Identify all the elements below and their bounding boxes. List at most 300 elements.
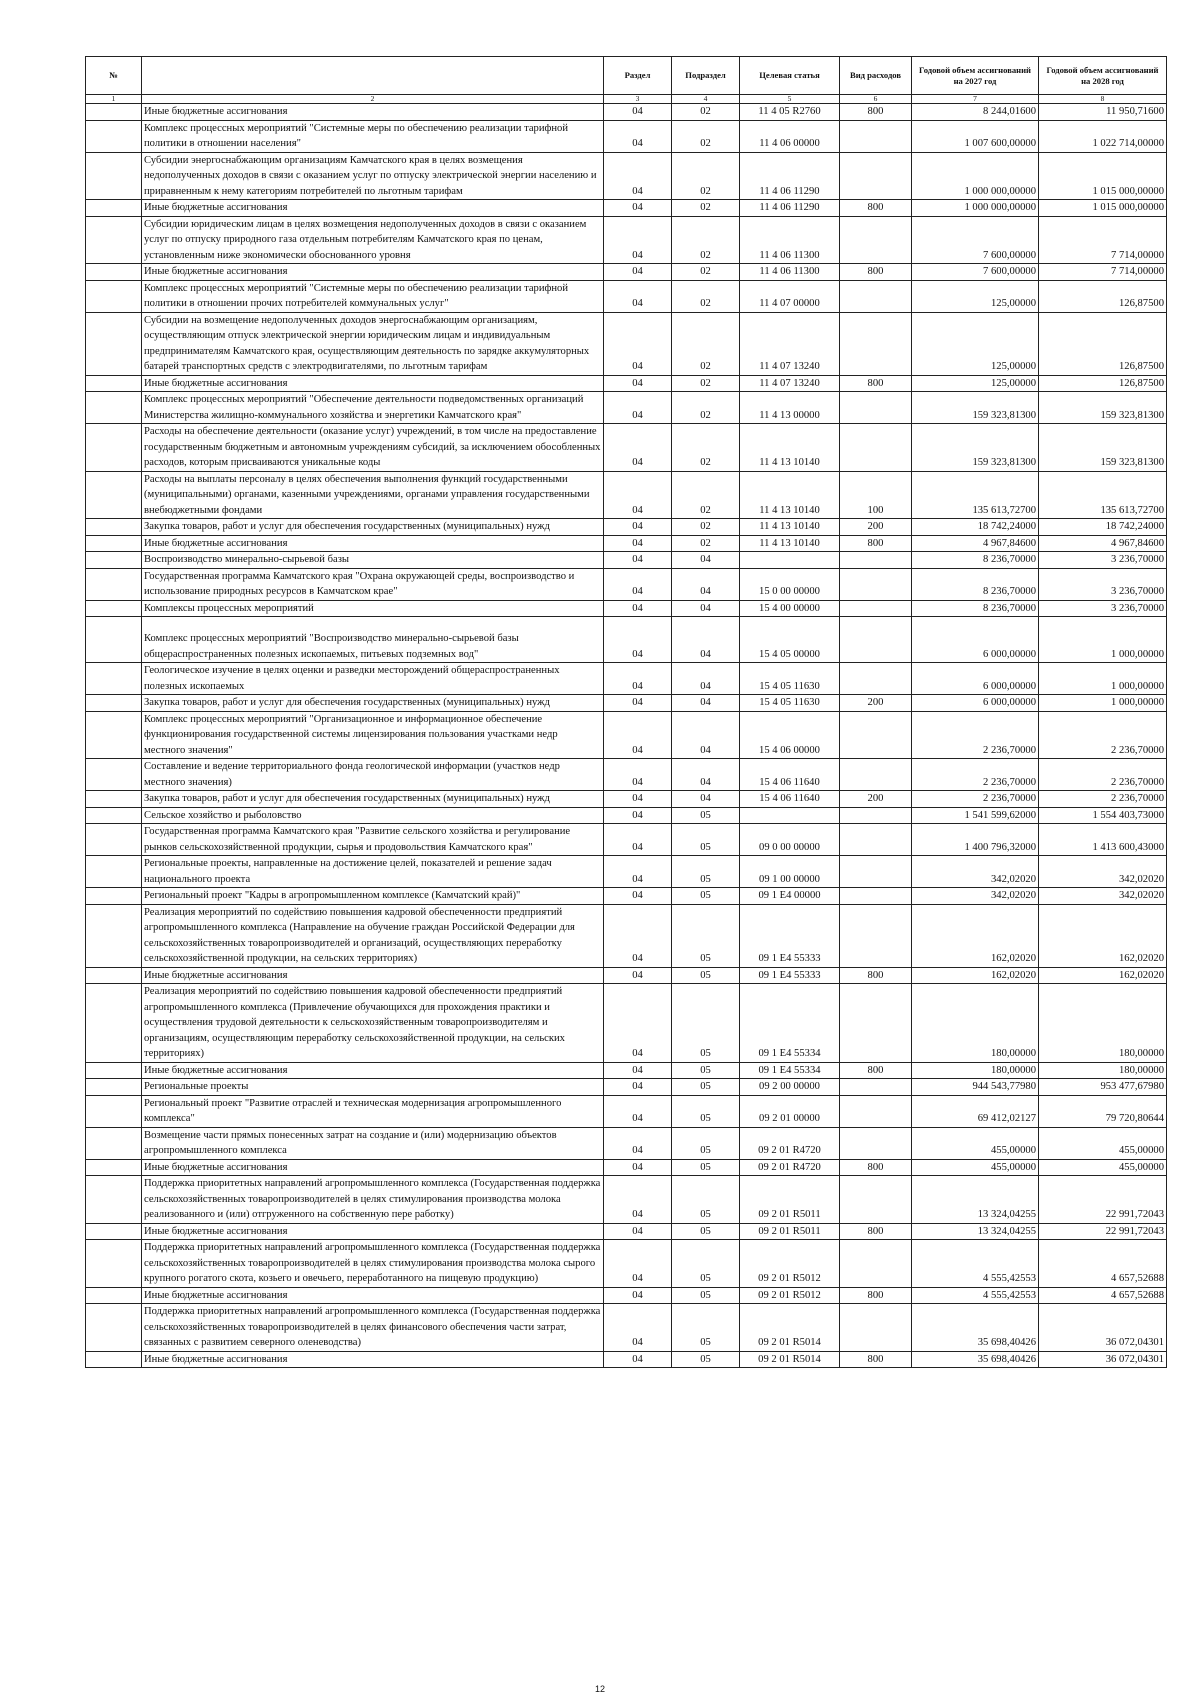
volume-2028-cell: 159 323,81300	[1039, 392, 1167, 424]
item-name-cell: Комплекс процессных мероприятий "Системные меры по обеспечению реализации тарифной политики в отношении прочих потребителей коммунальных услуг"	[142, 280, 604, 312]
table-row	[86, 600, 1167, 617]
volume-2027-cell: 1 000 000,00000	[912, 200, 1039, 217]
razdel-cell: 04	[604, 1223, 672, 1240]
item-name-cell: Возмещение части прямых понесенных затрат на создание и (или) модернизацию объектов агропромышленного комплекса	[142, 1127, 604, 1159]
row-number-cell	[86, 1287, 142, 1304]
item-name-cell: Геологическое изучение в целях оценки и разведки месторождений общераспространенных полезных ископаемых	[142, 663, 604, 695]
row-number-cell	[86, 280, 142, 312]
podrazdel-cell: 02	[672, 104, 740, 121]
row-number-cell	[86, 1351, 142, 1368]
table-row	[86, 856, 1167, 888]
row-number-cell	[86, 617, 142, 663]
razdel-cell: 04	[604, 392, 672, 424]
podrazdel-cell: 05	[672, 904, 740, 967]
table-header	[86, 57, 1167, 104]
row-number-cell	[86, 1240, 142, 1288]
target-article-cell: 09 1 E4 55333	[740, 904, 840, 967]
volume-2028-cell: 2 236,70000	[1039, 791, 1167, 808]
row-number-cell	[86, 1127, 142, 1159]
target-article-cell: 09 1 E4 55334	[740, 984, 840, 1063]
column-number: 7	[912, 95, 1039, 104]
row-number-cell	[86, 1095, 142, 1127]
volume-2027-cell: 944 543,77980	[912, 1079, 1039, 1096]
volume-2027-cell: 159 323,81300	[912, 424, 1039, 472]
item-name-cell: Субсидии юридическим лицам в целях возмещения недополученных доходов в связи с оказанием услуг по отпуску природного газа отдельным потребителям Камчатского края по ценам, установленным ниже экономически обоснованного уровня	[142, 216, 604, 264]
podrazdel-cell: 05	[672, 1079, 740, 1096]
table-row	[86, 471, 1167, 519]
podrazdel-cell: 02	[672, 535, 740, 552]
razdel-cell: 04	[604, 600, 672, 617]
target-article-cell: 11 4 13 10140	[740, 471, 840, 519]
volume-2027-cell: 8 236,70000	[912, 600, 1039, 617]
podrazdel-cell: 05	[672, 984, 740, 1063]
razdel-cell: 04	[604, 152, 672, 200]
expense-type-cell	[840, 856, 912, 888]
razdel-cell: 04	[604, 375, 672, 392]
header-podrazdel: Подраздел	[672, 57, 740, 95]
item-name-cell: Воспроизводство минерально-сырьевой базы	[142, 552, 604, 569]
razdel-cell: 04	[604, 824, 672, 856]
razdel-cell: 04	[604, 1095, 672, 1127]
podrazdel-cell: 04	[672, 663, 740, 695]
razdel-cell: 04	[604, 568, 672, 600]
target-article-cell: 11 4 07 13240	[740, 312, 840, 375]
expense-type-cell	[840, 984, 912, 1063]
volume-2028-cell: 1 554 403,73000	[1039, 807, 1167, 824]
item-name-cell: Субсидии энергоснабжающим организациям Камчатского края в целях возмещения недополученных доходов в связи с оказанием услуг по отпуску электрической энергии населению и приравненным к нему категориям потребителей по льготным тарифам	[142, 152, 604, 200]
expense-type-cell	[840, 824, 912, 856]
volume-2027-cell: 342,02020	[912, 888, 1039, 905]
volume-2027-cell: 6 000,00000	[912, 663, 1039, 695]
volume-2028-cell: 455,00000	[1039, 1127, 1167, 1159]
podrazdel-cell: 02	[672, 120, 740, 152]
column-number: 3	[604, 95, 672, 104]
column-number: 5	[740, 95, 840, 104]
target-article-cell: 15 4 00 00000	[740, 600, 840, 617]
row-number-cell	[86, 535, 142, 552]
expense-type-cell	[840, 216, 912, 264]
item-name-cell: Реализация мероприятий по содействию повышения кадровой обеспеченности предприятий агропромышленного комплекса (Направление на обучение граждан Российской Федерации для сельскохозяйственных товаропроизводителей и организаций, осуществляющих переработку сельскохозяйственной продукции, на сельских территориях)	[142, 904, 604, 967]
expense-type-cell	[840, 312, 912, 375]
podrazdel-cell: 05	[672, 807, 740, 824]
row-number-cell	[86, 904, 142, 967]
item-name-cell: Комплекс процессных мероприятий "Системные меры по обеспечению реализации тарифной политики в отношении населения"	[142, 120, 604, 152]
razdel-cell: 04	[604, 967, 672, 984]
table-row	[86, 791, 1167, 808]
item-name-cell: Государственная программа Камчатского края "Охрана окружающей среды, воспроизводство и использование природных ресурсов в Камчатском крае"	[142, 568, 604, 600]
target-article-cell: 11 4 06 11290	[740, 200, 840, 217]
volume-2027-cell: 342,02020	[912, 856, 1039, 888]
volume-2027-cell: 180,00000	[912, 984, 1039, 1063]
podrazdel-cell: 02	[672, 200, 740, 217]
volume-2027-cell: 125,00000	[912, 280, 1039, 312]
volume-2028-cell: 3 236,70000	[1039, 600, 1167, 617]
expense-type-cell: 800	[840, 535, 912, 552]
volume-2028-cell: 1 000,00000	[1039, 617, 1167, 663]
target-article-cell: 09 2 00 00000	[740, 1079, 840, 1096]
razdel-cell: 04	[604, 904, 672, 967]
item-name-cell: Расходы на обеспечение деятельности (оказание услуг) учреждений, в том числе на предоставление государственным бюджетным и автономным учреждениям субсидий, за исключением обособленных расходов, которым присваиваются уникальные коды	[142, 424, 604, 472]
target-article-cell: 09 2 01 R5014	[740, 1304, 840, 1352]
table-row	[86, 216, 1167, 264]
row-number-cell	[86, 984, 142, 1063]
volume-2028-cell: 159 323,81300	[1039, 424, 1167, 472]
volume-2027-cell: 35 698,40426	[912, 1351, 1039, 1368]
target-article-cell: 09 2 01 R5011	[740, 1176, 840, 1224]
target-article-cell: 15 4 06 11640	[740, 791, 840, 808]
expense-type-cell	[840, 1079, 912, 1096]
table-row	[86, 152, 1167, 200]
table-row	[86, 535, 1167, 552]
volume-2027-cell: 8 236,70000	[912, 568, 1039, 600]
expense-type-cell	[840, 1095, 912, 1127]
target-article-cell: 15 4 06 00000	[740, 711, 840, 759]
row-number-cell	[86, 967, 142, 984]
target-article-cell: 09 2 01 R5012	[740, 1240, 840, 1288]
item-name-cell: Иные бюджетные ассигнования	[142, 1351, 604, 1368]
target-article-cell: 09 2 01 R4720	[740, 1159, 840, 1176]
podrazdel-cell: 02	[672, 392, 740, 424]
podrazdel-cell: 05	[672, 824, 740, 856]
volume-2027-cell: 35 698,40426	[912, 1304, 1039, 1352]
table-row	[86, 1240, 1167, 1288]
column-number: 1	[86, 95, 142, 104]
row-number-cell	[86, 471, 142, 519]
volume-2028-cell: 126,87500	[1039, 375, 1167, 392]
expense-type-cell	[840, 424, 912, 472]
volume-2028-cell: 11 950,71600	[1039, 104, 1167, 121]
razdel-cell: 04	[604, 519, 672, 536]
podrazdel-cell: 02	[672, 424, 740, 472]
item-name-cell: Иные бюджетные ассигнования	[142, 1159, 604, 1176]
item-name-cell: Иные бюджетные ассигнования	[142, 375, 604, 392]
expense-type-cell	[840, 888, 912, 905]
expense-type-cell: 100	[840, 471, 912, 519]
table-row	[86, 1223, 1167, 1240]
expense-type-cell: 800	[840, 1062, 912, 1079]
row-number-cell	[86, 807, 142, 824]
podrazdel-cell: 04	[672, 711, 740, 759]
expense-type-cell	[840, 663, 912, 695]
item-name-cell: Иные бюджетные ассигнования	[142, 264, 604, 281]
table-row	[86, 200, 1167, 217]
target-article-cell: 09 1 E4 55334	[740, 1062, 840, 1079]
row-number-cell	[86, 216, 142, 264]
table-row	[86, 1127, 1167, 1159]
expense-type-cell	[840, 600, 912, 617]
volume-2028-cell: 4 657,52688	[1039, 1287, 1167, 1304]
row-number-cell	[86, 392, 142, 424]
razdel-cell: 04	[604, 856, 672, 888]
item-name-cell: Иные бюджетные ассигнования	[142, 200, 604, 217]
target-article-cell: 11 4 13 10140	[740, 535, 840, 552]
podrazdel-cell: 02	[672, 471, 740, 519]
expense-type-cell: 200	[840, 791, 912, 808]
header-expense-type: Вид расходов	[840, 57, 912, 95]
table-row	[86, 711, 1167, 759]
razdel-cell: 04	[604, 711, 672, 759]
row-number-cell	[86, 791, 142, 808]
target-article-cell	[740, 807, 840, 824]
target-article-cell: 11 4 13 00000	[740, 392, 840, 424]
target-article-cell: 09 0 00 00000	[740, 824, 840, 856]
target-article-cell: 11 4 13 10140	[740, 519, 840, 536]
row-number-cell	[86, 104, 142, 121]
header-name	[142, 57, 604, 95]
expense-type-cell	[840, 759, 912, 791]
table-row	[86, 904, 1167, 967]
target-article-cell: 09 2 01 R5011	[740, 1223, 840, 1240]
razdel-cell: 04	[604, 663, 672, 695]
item-name-cell: Комплекс процессных мероприятий "Обеспечение деятельности подведомственных организаций Министерства жилищно-коммунального хозяйства и энергетики Камчатского края"	[142, 392, 604, 424]
table-row	[86, 104, 1167, 121]
item-name-cell: Комплексы процессных мероприятий	[142, 600, 604, 617]
row-number-cell	[86, 1223, 142, 1240]
volume-2027-cell: 69 412,02127	[912, 1095, 1039, 1127]
podrazdel-cell: 05	[672, 1159, 740, 1176]
row-number-cell	[86, 1079, 142, 1096]
expense-type-cell	[840, 1240, 912, 1288]
expense-type-cell	[840, 280, 912, 312]
column-number: 6	[840, 95, 912, 104]
podrazdel-cell: 04	[672, 759, 740, 791]
item-name-cell: Иные бюджетные ассигнования	[142, 535, 604, 552]
volume-2027-cell: 1 541 599,62000	[912, 807, 1039, 824]
target-article-cell: 15 4 05 11630	[740, 663, 840, 695]
item-name-cell: Субсидии на возмещение недополученных доходов энергоснабжающим организациям, осуществляющим отпуск электрической энергии юридическим лицам и индивидуальным предпринимателям Камчатского края, осуществляющим деятельность по зарядке аккумуляторных батарей транспортных средств с электродвигателями, по льготным тарифам	[142, 312, 604, 375]
volume-2027-cell: 7 600,00000	[912, 264, 1039, 281]
expense-type-cell: 800	[840, 1223, 912, 1240]
header-target-article: Целевая статья	[740, 57, 840, 95]
header-razdel: Раздел	[604, 57, 672, 95]
podrazdel-cell: 04	[672, 552, 740, 569]
row-number-cell	[86, 152, 142, 200]
expense-type-cell: 800	[840, 200, 912, 217]
volume-2028-cell: 953 477,67980	[1039, 1079, 1167, 1096]
header-number: №	[86, 57, 142, 95]
target-article-cell: 11 4 05 R2760	[740, 104, 840, 121]
item-name-cell: Закупка товаров, работ и услуг для обеспечения государственных (муниципальных) нужд	[142, 519, 604, 536]
item-name-cell: Закупка товаров, работ и услуг для обеспечения государственных (муниципальных) нужд	[142, 791, 604, 808]
volume-2028-cell: 7 714,00000	[1039, 216, 1167, 264]
razdel-cell: 04	[604, 280, 672, 312]
podrazdel-cell: 05	[672, 856, 740, 888]
volume-2027-cell: 455,00000	[912, 1127, 1039, 1159]
volume-2027-cell: 6 000,00000	[912, 695, 1039, 712]
item-name-cell: Иные бюджетные ассигнования	[142, 1062, 604, 1079]
table-row	[86, 1095, 1167, 1127]
row-number-cell	[86, 312, 142, 375]
podrazdel-cell: 05	[672, 888, 740, 905]
target-article-cell: 11 4 07 13240	[740, 375, 840, 392]
razdel-cell: 04	[604, 552, 672, 569]
volume-2027-cell: 6 000,00000	[912, 617, 1039, 663]
volume-2028-cell: 135 613,72700	[1039, 471, 1167, 519]
target-article-cell: 11 4 06 11300	[740, 216, 840, 264]
row-number-cell	[86, 200, 142, 217]
expense-type-cell: 800	[840, 375, 912, 392]
target-article-cell: 09 1 00 00000	[740, 856, 840, 888]
podrazdel-cell: 05	[672, 1287, 740, 1304]
volume-2027-cell: 135 613,72700	[912, 471, 1039, 519]
row-number-cell	[86, 375, 142, 392]
volume-2028-cell: 79 720,80644	[1039, 1095, 1167, 1127]
item-name-cell: Региональные проекты, направленные на достижение целей, показателей и решение задач национального проекта	[142, 856, 604, 888]
row-number-cell	[86, 888, 142, 905]
table-body	[86, 104, 1167, 1368]
table-row	[86, 1176, 1167, 1224]
table-row	[86, 1304, 1167, 1352]
table-row	[86, 617, 1167, 663]
volume-2028-cell: 180,00000	[1039, 1062, 1167, 1079]
table-row	[86, 424, 1167, 472]
table-row	[86, 824, 1167, 856]
table-row	[86, 695, 1167, 712]
target-article-cell: 09 2 01 00000	[740, 1095, 840, 1127]
podrazdel-cell: 05	[672, 1062, 740, 1079]
razdel-cell: 04	[604, 120, 672, 152]
volume-2028-cell: 3 236,70000	[1039, 552, 1167, 569]
column-number: 8	[1039, 95, 1167, 104]
razdel-cell: 04	[604, 312, 672, 375]
target-article-cell: 11 4 06 00000	[740, 120, 840, 152]
volume-2028-cell: 162,02020	[1039, 904, 1167, 967]
row-number-cell	[86, 856, 142, 888]
target-article-cell: 09 1 E4 00000	[740, 888, 840, 905]
volume-2028-cell: 7 714,00000	[1039, 264, 1167, 281]
row-number-cell	[86, 663, 142, 695]
header-volume-2027: Годовой объем ассигнований на 2027 год	[912, 57, 1039, 95]
volume-2027-cell: 2 236,70000	[912, 711, 1039, 759]
table-row	[86, 807, 1167, 824]
volume-2027-cell: 1 007 600,00000	[912, 120, 1039, 152]
razdel-cell: 04	[604, 200, 672, 217]
item-name-cell: Реализация мероприятий по содействию повышения кадровой обеспеченности предприятий агропромышленного комплекса (Привлечение обучающихся для прохождения практики и осуществления трудовой деятельности к сельскохозяйственным товаропроизводителям и организациям, осуществляющим переработку сельскохозяйственной продукции, на сельских территориях)	[142, 984, 604, 1063]
volume-2027-cell: 13 324,04255	[912, 1223, 1039, 1240]
razdel-cell: 04	[604, 1287, 672, 1304]
razdel-cell: 04	[604, 216, 672, 264]
target-article-cell: 15 4 05 11630	[740, 695, 840, 712]
razdel-cell: 04	[604, 888, 672, 905]
razdel-cell: 04	[604, 1240, 672, 1288]
razdel-cell: 04	[604, 1351, 672, 1368]
volume-2028-cell: 126,87500	[1039, 280, 1167, 312]
item-name-cell: Иные бюджетные ассигнования	[142, 967, 604, 984]
expense-type-cell	[840, 120, 912, 152]
item-name-cell: Составление и ведение территориального фонда геологической информации (участков недр местного значения)	[142, 759, 604, 791]
item-name-cell: Иные бюджетные ассигнования	[142, 104, 604, 121]
expense-type-cell	[840, 392, 912, 424]
row-number-cell	[86, 568, 142, 600]
table-row	[86, 967, 1167, 984]
item-name-cell: Комплекс процессных мероприятий "Воспроизводство минерально-сырьевой базы общераспространенных полезных ископаемых, питьевых подземных вод"	[142, 617, 604, 663]
row-number-cell	[86, 1304, 142, 1352]
expense-type-cell	[840, 152, 912, 200]
target-article-cell: 11 4 06 11300	[740, 264, 840, 281]
column-number-row	[86, 95, 1167, 104]
volume-2027-cell: 2 236,70000	[912, 791, 1039, 808]
podrazdel-cell: 02	[672, 216, 740, 264]
row-number-cell	[86, 1159, 142, 1176]
volume-2028-cell: 1 015 000,00000	[1039, 200, 1167, 217]
table-row	[86, 264, 1167, 281]
item-name-cell: Региональный проект "Кадры в агропромышленном комплексе (Камчатский край)"	[142, 888, 604, 905]
volume-2028-cell: 18 742,24000	[1039, 519, 1167, 536]
razdel-cell: 04	[604, 535, 672, 552]
row-number-cell	[86, 1062, 142, 1079]
podrazdel-cell: 05	[672, 1223, 740, 1240]
volume-2027-cell: 455,00000	[912, 1159, 1039, 1176]
table-row	[86, 568, 1167, 600]
expense-type-cell	[840, 617, 912, 663]
expense-type-cell: 800	[840, 1159, 912, 1176]
table-row	[86, 312, 1167, 375]
podrazdel-cell: 05	[672, 1351, 740, 1368]
row-number-cell	[86, 552, 142, 569]
expense-type-cell: 800	[840, 104, 912, 121]
razdel-cell: 04	[604, 1304, 672, 1352]
target-article-cell: 11 4 07 00000	[740, 280, 840, 312]
row-number-cell	[86, 519, 142, 536]
budget-table	[85, 56, 1167, 1368]
razdel-cell: 04	[604, 984, 672, 1063]
item-name-cell: Сельское хозяйство и рыболовство	[142, 807, 604, 824]
expense-type-cell: 200	[840, 695, 912, 712]
table-row	[86, 375, 1167, 392]
target-article-cell	[740, 552, 840, 569]
volume-2028-cell: 1 015 000,00000	[1039, 152, 1167, 200]
volume-2027-cell: 162,02020	[912, 967, 1039, 984]
table-row	[86, 1079, 1167, 1096]
razdel-cell: 04	[604, 1127, 672, 1159]
item-name-cell: Государственная программа Камчатского края "Развитие сельского хозяйства и регулирование рынков сельскохозяйственной продукции, сырья и продовольствия Камчатского края"	[142, 824, 604, 856]
razdel-cell: 04	[604, 791, 672, 808]
table-row	[86, 1351, 1167, 1368]
podrazdel-cell: 02	[672, 519, 740, 536]
volume-2028-cell: 2 236,70000	[1039, 711, 1167, 759]
razdel-cell: 04	[604, 759, 672, 791]
header-row	[86, 57, 1167, 95]
volume-2027-cell: 162,02020	[912, 904, 1039, 967]
razdel-cell: 04	[604, 807, 672, 824]
table-row	[86, 1062, 1167, 1079]
table-row	[86, 888, 1167, 905]
table-row	[86, 280, 1167, 312]
table-row	[86, 663, 1167, 695]
row-number-cell	[86, 711, 142, 759]
table-row	[86, 392, 1167, 424]
podrazdel-cell: 02	[672, 280, 740, 312]
item-name-cell: Региональный проект "Развитие отраслей и техническая модернизация агропромышленного комплекса"	[142, 1095, 604, 1127]
podrazdel-cell: 04	[672, 695, 740, 712]
razdel-cell: 04	[604, 264, 672, 281]
podrazdel-cell: 02	[672, 375, 740, 392]
volume-2028-cell: 180,00000	[1039, 984, 1167, 1063]
volume-2027-cell: 125,00000	[912, 375, 1039, 392]
volume-2028-cell: 1 413 600,43000	[1039, 824, 1167, 856]
volume-2028-cell: 1 000,00000	[1039, 695, 1167, 712]
row-number-cell	[86, 759, 142, 791]
volume-2027-cell: 4 555,42553	[912, 1287, 1039, 1304]
item-name-cell: Поддержка приоритетных направлений агропромышленного комплекса (Государственная поддержка сельскохозяйственных товаропроизводителей в целях стимулирования производства молока сырого крупного рогатого скота, козьего и овечьего, переработанного на пищевую продукцию)	[142, 1240, 604, 1288]
target-article-cell: 15 0 00 00000	[740, 568, 840, 600]
header-volume-2028: Годовой объем ассигнований на 2028 год	[1039, 57, 1167, 95]
target-article-cell: 09 1 E4 55333	[740, 967, 840, 984]
podrazdel-cell: 04	[672, 600, 740, 617]
podrazdel-cell: 04	[672, 617, 740, 663]
item-name-cell: Региональные проекты	[142, 1079, 604, 1096]
expense-type-cell: 800	[840, 1287, 912, 1304]
